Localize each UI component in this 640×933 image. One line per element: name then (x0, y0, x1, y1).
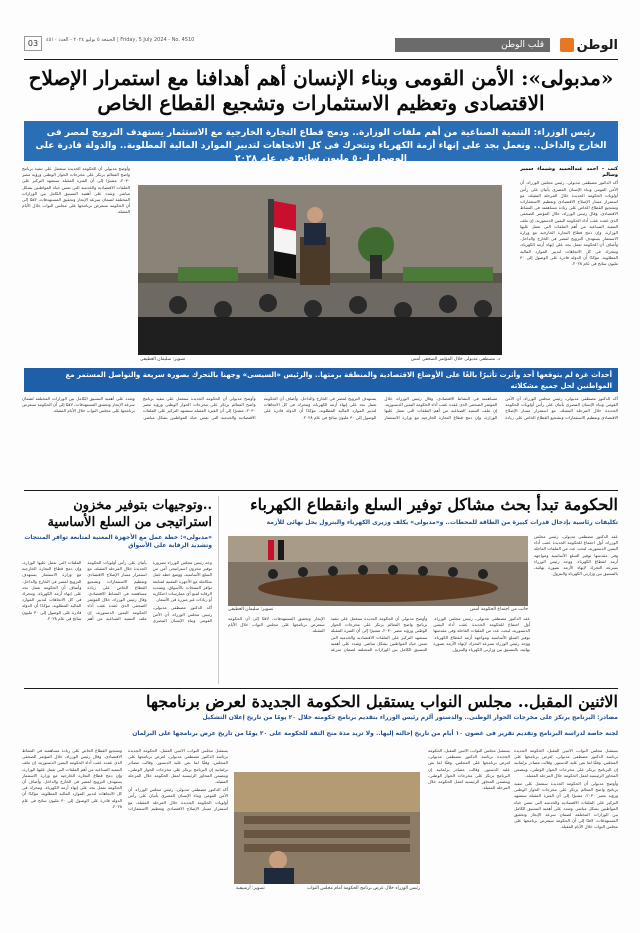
story1-subhead: رئيس الوزراء: التنمية الصناعية من أهم ملفات الوزارة.. ودمج قطاع التجارة الخارجية مع الاستثمار يستهدف الترويج لمصر فى الخارج والداخل.. ونعمل بجد على إنهاء أزمة الكهرباء ونتحرك فى كل الاتجاهات لتدبير الموارد المالية المطلوبة.. والدولة قادرة على الوصول لـ٥٠ مليون سائح فى عام ٢٠٢٨ (24, 121, 618, 161)
story5-headline: الاثنين المقبل.. مجلس النواب يستقبل الحكومة الجديدة لعرض برنامجها (146, 692, 618, 711)
story1-photo-caption: د. مصطفى مدبولى خلال المؤتمر الصحفى أمس (411, 357, 500, 362)
press-conference-image (138, 185, 502, 355)
story2-text: أكد الدكتور مصطفى مدبولى، رئيس مجلس الوزراء، أن الأمن القومى وبناء الإنسان المصرى يأتيان على رأس أولويات الحكومة الجديدة خلال المرحلة المقبلة، مع استمرار مسار الإصلاح الاقتصادى وتعظيم الاستثمارات وتشجيع القطاع الخاص على زيادة مساهمته فى النشاط الاقتصادى. وقال رئيس الوزراء، خلال المؤتمر الصحفى الذى عقده عقب أداء الحكومة اليمين الدستورية، إن ملف التنمية الصناعية من أهم الملفات التى تعمل عليها الوزارة، وإن دمج قطاع التجارة الخارجية مع وزارة الاستثمار يستهدف الترويج لمصر فى الخارج والداخل. وأضاف أن الحكومة تعمل بجد على إنهاء أزمة الكهرباء، وتتحرك فى كل الاتجاهات لتدبير الموارد المالية المطلوبة، مؤكدًا أن الدولة قادرة على الوصول إلى ٣٠ مليون سائح فى عام ٢٠٢٨. (263, 396, 618, 420)
section-rule-1 (24, 490, 618, 491)
cabinet-meeting-image (228, 536, 528, 606)
story3-photo-caption: جانب من اجتماع الحكومة أمس (470, 607, 528, 612)
story3-photo (228, 536, 528, 606)
story5-body-right (514, 748, 618, 920)
story3-text-extra: وأوضح مدبولى أن الحكومة الجديدة ستعمل على تنفيذ برنامج واضح المعالم يرتكز على مخرجات الحوار الوطنى ورؤية مصر ٢٠٣٠، مشيرًا إلى أن الفترة المقبلة ستشهد التركيز على الملفات الاقتصادية والخدمية التى تمس حياة المواطنين بشكل مباشر. وشدد على أهمية التنسيق الكامل بين الوزارات المختلفة لضمان سرعة الإنجاز وتحقيق المستهدفات، لافتًا إلى أن الحكومة ستعرض برنامجها على مجلس النواب خلال الأيام المقبلة. (228, 616, 428, 653)
story5-photo-caption: رئيس الوزراء خلال عرض برنامج الحكومة أمام مجلس النواب (307, 886, 420, 891)
column-divider (218, 496, 219, 684)
story3-body-more (228, 616, 530, 686)
story3-body (534, 534, 618, 684)
story1-photo (138, 185, 502, 355)
logo (560, 34, 618, 56)
story5-photo-credit: تصوير: أرشيفية (236, 886, 265, 891)
logo-text: الوطن (576, 37, 618, 53)
story2-body (22, 396, 618, 488)
story3-headline: الحكومة تبدأ بحث مشاكل توفير السلع وانقطاع الكهرباء (250, 495, 618, 514)
story4-deck: «مدبولى»: خطة عمل مع الأجهزة المعنية لمتابعة توافر المنتجات وتشديد الرقابة على الأسواق (24, 534, 212, 549)
story5-body-left (22, 748, 228, 920)
story5-text-more: وأوضح مدبولى أن الحكومة الجديدة ستعمل على تنفيذ برنامج واضح المعالم يرتكز على مخرجات الحوار الوطنى ورؤية مصر ٢٠٣٠، مشيرًا إلى أن الفترة المقبلة ستشهد التركيز على الملفات الاقتصادية والخدمية التى تمس حياة المواطنين بشكل مباشر. وشدد على أهمية التنسيق الكامل بين الوزارات المختلفة لضمان سرعة الإنجاز وتحقيق المستهدفات، لافتًا إلى أن الحكومة ستعرض برنامجها على مجلس النواب خلال الأيام المقبلة. (514, 781, 618, 830)
story4-headline: ..وتوجيهات بتوفير مخزون استراتيجى من السلع الأساسية (47, 498, 212, 530)
story4-text-more: أكد الدكتور مصطفى مدبولى، رئيس مجلس الوزراء، أن الأمن القومى وبناء الإنسان المصرى يأتيان على رأس أولويات الحكومة الجديدة خلال المرحلة المقبلة، مع استمرار مسار الإصلاح الاقتصادى وتعظيم الاستثمارات وتشجيع القطاع الخاص على زيادة مساهمته فى النشاط الاقتصادى. وقال رئيس الوزراء، خلال المؤتمر الصحفى الذى عقده عقب أداء الحكومة اليمين الدستورية، إن ملف التنمية الصناعية من أهم الملفات التى تعمل عليها الوزارة، وإن دمج قطاع التجارة الخارجية مع وزارة الاستثمار يستهدف الترويج لمصر فى الخارج والداخل. وأضاف أن الحكومة تعمل بجد على إنهاء أزمة الكهرباء، وتتحرك فى كل الاتجاهات لتدبير الموارد المالية المطلوبة، مؤكدًا أن الدولة قادرة على الوصول إلى ٣٠ مليون سائح فى عام ٢٠٢٨. (22, 560, 212, 623)
main-headline: «مدبولى»: الأمن القومى وبناء الإنسان أهم أهدافنا مع استمرار الإصلاح الاقتصادى وتعظيم الاستثمارات وتشجيع القطاع الخاص (28, 66, 614, 115)
story5-deck2: لجنة خاصة لدراسة البرنامج وتقديم تقرير فى غضون ١٠ أيام من تاريخ إحالته إليها.. ولا تزيد مدة منح الثقة للحكومة على ٢٠ يومًا من تاريخ عرض برنامجها على البرلمان (132, 730, 618, 737)
story3-text-more: عقد الدكتور مصطفى مدبولى، رئيس مجلس الوزراء، أول اجتماع للحكومة الجديدة عقب أداء اليمين الدستورية، لبحث عدد من الملفات العاجلة وفى مقدمتها توفير السلع الأساسية ومواجهة أزمة انقطاع الكهرباء. ووجه رئيس الوزراء بسرعة التحرك لإنهاء الأزمة بصورة نهائية، بالتنسيق بين وزارتى الكهرباء والبترول. (433, 616, 530, 653)
story1-body-left: وأوضح مدبولى أن الحكومة الجديدة ستعمل على تنفيذ برنامج واضح المعالم يرتكز على مخرجات الحوار الوطنى ورؤية مصر ٢٠٣٠، مشيرًا إلى أن الفترة المقبلة ستشهد التركيز على الملفات الاقتصادية والخدمية التى تمس حياة المواطنين بشكل مباشر. وشدد على أهمية التنسيق الكامل بين الوزارات المختلفة لضمان سرعة الإنجاز وتحقيق المستهدفات، لافتًا إلى أن الحكومة ستعرض برنامجها على مجلس النواب خلال الأيام المقبلة. (22, 166, 130, 215)
story1-byline: كتب - أحمد عبدالحميد وشيماء سمير وسالم (520, 166, 618, 179)
story2-banner: أحداث غزة لم يتوقعها أحد وأثرت تأثيرًا بالغًا على الأوضاع الاقتصادية والمنطقة برمتها.. والرئيس «السيسى» وجهنا بالتحرك بصورة سريعة والتواصل المستمر مع المواطنين لحل جميع مشكلاته (24, 368, 618, 392)
story1-photo-credit: تصوير: سليمان العطيفى (140, 357, 186, 362)
parliament-image (234, 772, 420, 884)
story3-photo-credit: تصوير: سليمان العطيفى (228, 607, 274, 612)
story3-deck: تكليفات رئاسية بإدخال قدرات كبيرة من الطاقة للمحطات.. و«مدبولى» يكلف وزيرى الكهرباء والبترول بحل نهائى للأزمة (266, 519, 618, 526)
story5-body-mid (428, 748, 510, 920)
story1-column-left (22, 166, 130, 366)
page-number: 03 (24, 36, 42, 51)
story5-text-mid: يستقبل مجلس النواب، الاثنين المقبل، الحكومة الجديدة برئاسة الدكتور مصطفى مدبولى، لعرض برنامجها على المجلس، وفقًا لما نص عليه الدستور. وقالت مصادر برلمانية إن البرنامج يرتكز على مخرجات الحوار الوطنى، ويتضمن المحاور الرئيسية لعمل الحكومة خلال المرحلة المقبلة. (428, 748, 510, 791)
story5-text-left: يستقبل مجلس النواب، الاثنين المقبل، الحكومة الجديدة برئاسة الدكتور مصطفى مدبولى، لعرض برنامجها على المجلس، وفقًا لما نص عليه الدستور. وقالت مصادر برلمانية إن البرنامج يرتكز على مخرجات الحوار الوطنى، ويتضمن المحاور الرئيسية لعمل الحكومة خلال المرحلة المقبلة. (128, 748, 228, 785)
logo-mark-icon (560, 38, 574, 52)
story4-body (22, 560, 212, 684)
story5-photo (234, 772, 420, 884)
masthead (24, 34, 618, 56)
story2-text-more: وأوضح مدبولى أن الحكومة الجديدة ستعمل على تنفيذ برنامج واضح المعالم يرتكز على مخرجات الحوار الوطنى ورؤية مصر ٢٠٣٠، مشيرًا إلى أن الفترة المقبلة ستشهد التركيز على الملفات الاقتصادية والخدمية التى تمس حياة المواطنين بشكل مباشر. وشدد على أهمية التنسيق الكامل بين الوزارات المختلفة لضمان سرعة الإنجاز وتحقيق المستهدفات، لافتًا إلى أن الحكومة ستعرض برنامجها على مجلس النواب خلال الأيام المقبلة. (22, 396, 256, 420)
section-rule-2 (24, 688, 618, 689)
header-rule (24, 59, 618, 60)
story5-deck1: مصادر: البرنامج يرتكز على مخرجات الحوار الوطنى.. والدستور ألزم رئيس الوزراء بتقديم برنامج حكومته خلال ٢٠ يومًا من تاريخ إعلان التشكيل (202, 714, 618, 721)
date-line: الجمعة ٥ يوليو ٢٠٢٤ - العدد ٤٥١٠ | Friday, 5 July 2024 - No. 4510 (46, 37, 195, 43)
story4-text: وجه رئيس مجلس الوزراء بضرورة توفير مخزون استراتيجى آمن من السلع الأساسية، ووضع خطة عمل متكاملة مع الأجهزة المعنية لمتابعة توافر المنتجات بالأسواق، وتشديد الرقابة لمنع أى ممارسات احتكارية أو زيادات غير مبررة فى الأسعار. (152, 560, 212, 603)
story5-text-left-more: أكد الدكتور مصطفى مدبولى، رئيس مجلس الوزراء، أن الأمن القومى وبناء الإنسان المصرى يأتيان على رأس أولويات الحكومة الجديدة خلال المرحلة المقبلة، مع استمرار مسار الإصلاح الاقتصادى وتعظيم الاستثمارات وتشجيع القطاع الخاص على زيادة مساهمته فى النشاط الاقتصادى. وقال رئيس الوزراء، خلال المؤتمر الصحفى الذى عقده عقب أداء الحكومة اليمين الدستورية، إن ملف التنمية الصناعية من أهم الملفات التى تعمل عليها الوزارة، وإن دمج قطاع التجارة الخارجية مع وزارة الاستثمار يستهدف الترويج لمصر فى الخارج والداخل. وأضاف أن الحكومة تعمل بجد على إنهاء أزمة الكهرباء، وتتحرك فى كل الاتجاهات لتدبير الموارد المالية المطلوبة، مؤكدًا أن الدولة قادرة على الوصول إلى ٣٠ مليون سائح فى عام ٢٠٢٨. (22, 748, 228, 811)
section-title: قلب الوطن (395, 38, 550, 52)
story5-text: يستقبل مجلس النواب، الاثنين المقبل، الحكومة الجديدة برئاسة الدكتور مصطفى مدبولى، لعرض برنامجها على المجلس، وفقًا لما نص عليه الدستور. وقالت مصادر برلمانية إن البرنامج يرتكز على مخرجات الحوار الوطنى، ويتضمن المحاور الرئيسية لعمل الحكومة خلال المرحلة المقبلة. (514, 748, 618, 778)
story1-body-right: أكد الدكتور مصطفى مدبولى، رئيس مجلس الوزراء، أن الأمن القومى وبناء الإنسان المصرى يأتيان على رأس أولويات الحكومة الجديدة خلال المرحلة المقبلة، مع استمرار مسار الإصلاح الاقتصادى وتعظيم الاستثمارات وتشجيع القطاع الخاص على زيادة مساهمته فى النشاط الاقتصادى. وقال رئيس الوزراء، خلال المؤتمر الصحفى الذى عقده عقب أداء الحكومة اليمين الدستورية، إن ملف التنمية الصناعية من أهم الملفات التى تعمل عليها الوزارة، وإن دمج قطاع التجارة الخارجية مع وزارة الاستثمار يستهدف الترويج لمصر فى الخارج والداخل. وأضاف أن الحكومة تعمل بجد على إنهاء أزمة الكهرباء، وتتحرك فى كل الاتجاهات لتدبير الموارد المالية المطلوبة، مؤكدًا أن الدولة قادرة على الوصول إلى ٣٠ مليون سائح فى عام ٢٠٢٨. (520, 180, 618, 267)
story1-column-right (520, 166, 618, 366)
story3-text: عقد الدكتور مصطفى مدبولى، رئيس مجلس الوزراء، أول اجتماع للحكومة الجديدة عقب أداء اليمين الدستورية، لبحث عدد من الملفات العاجلة وفى مقدمتها توفير السلع الأساسية ومواجهة أزمة انقطاع الكهرباء. ووجه رئيس الوزراء بسرعة التحرك لإنهاء الأزمة بصورة نهائية، بالتنسيق بين وزارتى الكهرباء والبترول. (534, 534, 618, 577)
